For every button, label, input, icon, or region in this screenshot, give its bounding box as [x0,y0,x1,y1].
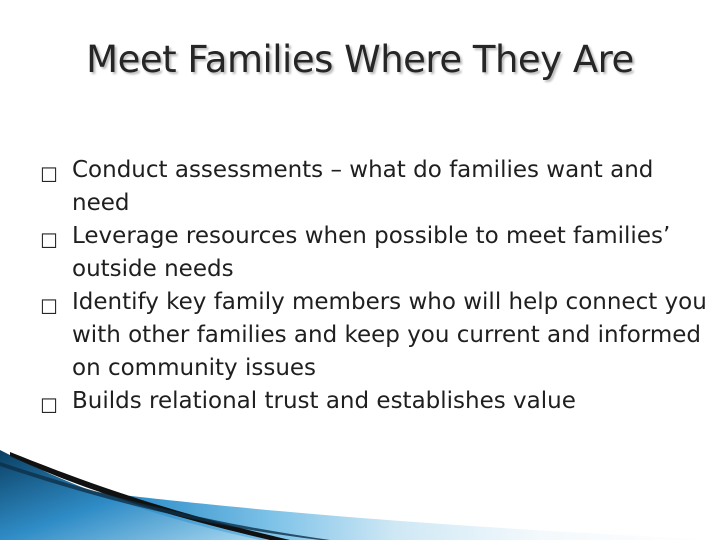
bullet-text: Builds relational trust and establishes value [72,388,576,414]
checkbox-bullet-icon: ☐ [40,229,58,253]
bullet-item [30,220,710,286]
checkbox-bullet-icon: ☐ [40,394,58,418]
bullet-item [30,154,710,220]
bullet-text: Leverage resources when possible to meet families’ outside needs [72,223,671,282]
decorative-wave-graphic [0,440,720,540]
checkbox-bullet-icon: ☐ [40,295,58,319]
bullet-item [30,385,710,418]
bullet-text: Conduct assessments – what do families want and need [72,157,654,216]
bullet-item [30,286,710,385]
checkbox-bullet-icon: ☐ [40,163,58,187]
slide-title: Meet Families Where They Are [86,38,634,81]
bullet-list [30,154,710,418]
bullet-text: Identify key family members who will help connect you with other families and keep you current and informed on community issues [72,289,707,381]
